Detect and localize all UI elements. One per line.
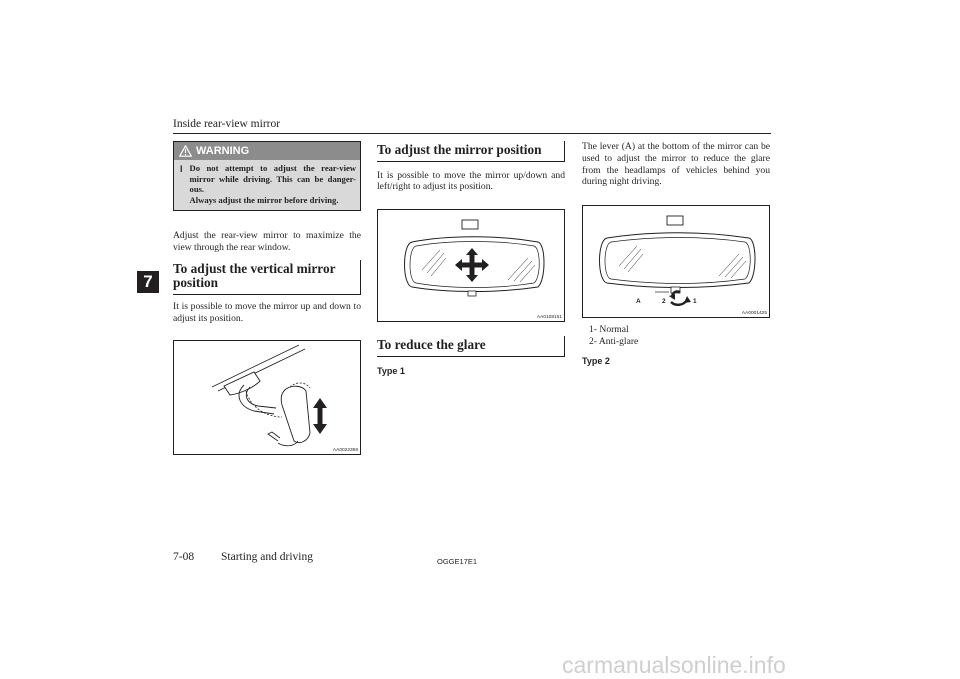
warning-header <box>174 142 360 160</box>
legend-item: 2- Anti-glare <box>589 335 639 347</box>
warning-text-1: Do not attempt to adjust the rear-view mirror while driving. This can be danger-ous. <box>189 163 356 195</box>
mirror-position-text: It is possible to move the mirror up/down and left/right to adjust its position. <box>377 169 565 193</box>
heading-mirror-position: To adjust the mirror position <box>377 141 565 162</box>
callout-2-label: 2 <box>662 298 666 306</box>
column-middle <box>377 141 565 376</box>
warning-box <box>173 141 361 211</box>
glare-text: The lever (A) at the bottom of the mirror can be used to adjust the mirror to reduce the glare from the headlamps of vehicles behind you during night driving. <box>582 141 770 188</box>
warning-bullet-icon: l <box>180 164 183 174</box>
column-left <box>173 141 361 455</box>
warning-triangle-icon <box>179 145 192 157</box>
warning-body <box>174 160 360 210</box>
footer-page-number: 7-08 <box>173 551 195 563</box>
heading-vertical-position: To adjust the vertical mirror position <box>173 260 361 295</box>
figure-legend <box>582 324 770 347</box>
figure-vertical-adjust <box>173 340 361 455</box>
mirror-lever-illustration <box>583 206 769 317</box>
footer-doc-code: OGGE17E1 <box>437 557 478 566</box>
mirror-side-view-illustration <box>174 341 360 454</box>
figure-code: AA0022369 <box>332 447 358 453</box>
callout-1-label: 1 <box>693 298 697 306</box>
vertical-text: It is possible to move the mirror up and down to adjust its position. <box>173 300 361 324</box>
mirror-front-view-illustration <box>378 210 564 321</box>
type-1-label: Type 1 <box>377 365 405 376</box>
type-2-label: Type 2 <box>582 356 610 367</box>
chapter-tab: 7 <box>137 271 159 293</box>
warning-text-2: Always adjust the mirror before driving. <box>189 194 339 205</box>
running-title: Inside rear-view mirror <box>173 118 281 130</box>
figure-mirror-position <box>377 209 565 322</box>
footer-section-title: Starting and driving <box>221 551 313 563</box>
legend-item: 1- Normal <box>589 324 629 336</box>
figure-code: AA0001425 <box>741 311 767 317</box>
heading-reduce-glare: To reduce the glare <box>377 336 565 357</box>
column-right <box>582 141 770 366</box>
figure-anti-glare <box>582 205 770 318</box>
header-rule <box>173 133 771 134</box>
intro-text: Adjust the rear-view mirror to maximize the view through the rear window. <box>173 230 361 254</box>
watermark-text: carmanualsonline.info <box>562 652 786 678</box>
callout-a-label: A <box>636 298 641 306</box>
warning-title: WARNING <box>196 145 250 157</box>
figure-code: AA0108151 <box>536 315 562 321</box>
